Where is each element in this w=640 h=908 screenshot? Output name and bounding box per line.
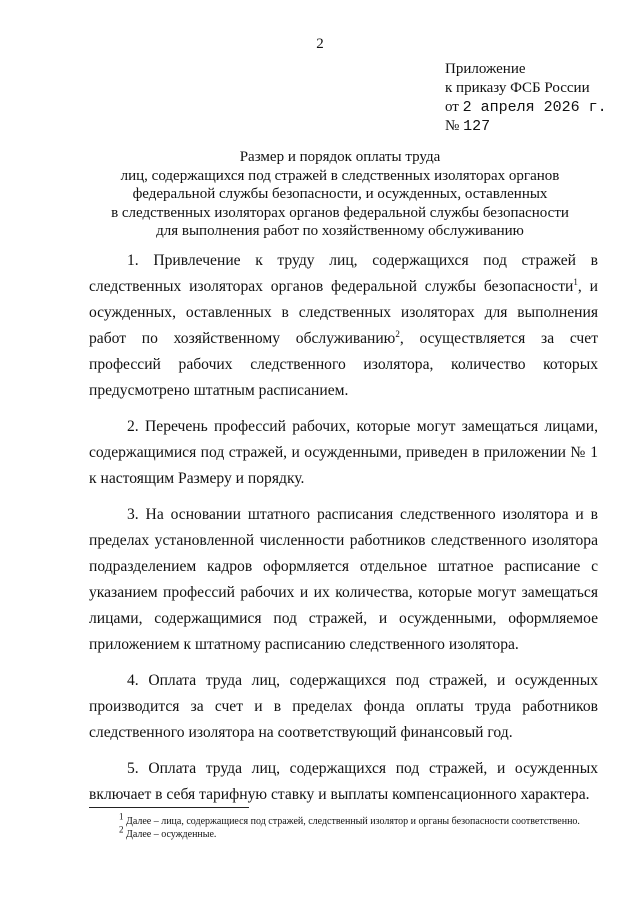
appendix-line-2: к приказу ФСБ России — [445, 80, 590, 96]
footnote-2-mark: 2 — [119, 824, 124, 835]
paragraph-4: 4. Оплата труда лиц, содержащихся под стражей, и осужденных производится за счет и в пределах фонда оплаты труда работников следственного изолятора на соответствующий финансовый год. — [89, 672, 598, 741]
paragraph-1-part-b: , и осужденных, оставленных в следственных изоляторах для выполнения работ по хозяйственному обслуживанию — [89, 278, 598, 347]
footnote-ref-2: 2 — [395, 328, 400, 339]
title-line-3: федеральной службы безопасности, и осужденных, оставленных — [132, 186, 548, 202]
paragraph-1 — [89, 248, 598, 404]
footnote-2-text: Далее – осужденные. — [123, 829, 217, 840]
document-body — [89, 248, 598, 818]
footnote-2 — [89, 824, 598, 841]
title-line-4: в следственных изоляторах органов федеральной службы безопасности — [111, 204, 569, 221]
footnote-separator — [89, 807, 249, 808]
appendix-date: 2 апреля 2026 г. — [462, 99, 607, 116]
appendix-number: 127 — [463, 118, 491, 135]
appendix-line-3 — [445, 98, 607, 117]
appendix-line-1: Приложение — [445, 61, 526, 77]
paragraph-1-part-a: 1. Привлечение к труду лиц, содержащихся под стражей в следственных изоляторах органов федеральной службы безопасности — [89, 252, 598, 295]
appendix-block — [445, 60, 607, 136]
footnote-1-text: Далее – лица, содержащиеся под стражей, следственный изолятор и органы безопасности соответственно. — [123, 816, 580, 827]
appendix-date-prefix: от — [445, 99, 459, 115]
footnotes — [89, 811, 598, 841]
paragraph-1-part-c: , осуществляется за счет профессий рабочих следственного изолятора, количество которых предусмотрено штатным расписанием. — [89, 330, 599, 399]
paragraph-3: 3. На основании штатного расписания следственного изолятора и в пределах установленной численности работников следственного изолятора подразделением кадров оформляется отдельное штатное расписание с указанием профессий рабочих и их количества, которые могут замещаться лицами, содержащимися под стражей, и осужденными, оформляемое приложением к штатному расписанию следственного изолятора. — [89, 506, 598, 653]
appendix-number-prefix: № — [445, 118, 460, 134]
footnote-ref-1: 1 — [573, 276, 578, 287]
footnote-1-mark: 1 — [119, 811, 124, 822]
title-line-2: лиц, содержащихся под стражей в следственных изоляторах органов — [120, 167, 560, 184]
footnote-1 — [89, 811, 598, 828]
document-title — [100, 148, 580, 241]
paragraph-2: 2. Перечень профессий рабочих, которые могут замещаться лицами, содержащимися под стражей, и осужденными, приведен в приложении № 1 к настоящим Размеру и порядку. — [89, 418, 598, 487]
page-number: 2 — [316, 36, 324, 52]
title-line-1: Размер и порядок оплаты труда — [239, 149, 441, 165]
appendix-line-4 — [445, 117, 607, 136]
title-line-5: для выполнения работ по хозяйственному обслуживанию — [156, 223, 524, 239]
paragraph-5: 5. Оплата труда лиц, содержащихся под стражей, и осужденных включает в себя тарифную ставку и выплаты компенсационного характера. — [89, 760, 598, 803]
